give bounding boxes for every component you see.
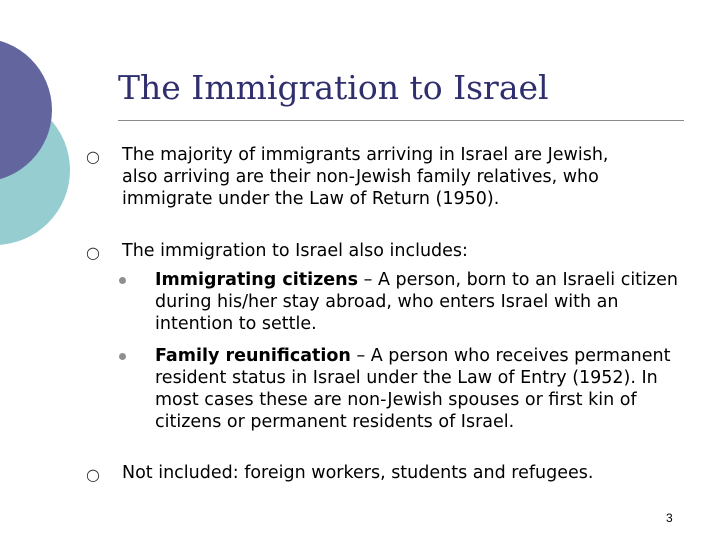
dot-bullet-icon xyxy=(119,353,126,360)
bullet-text: Not included: foreign workers, students and refugees. xyxy=(122,463,594,483)
bullet-text: The immigration to Israel also includes: xyxy=(122,241,468,261)
circle-bullet-icon: ○ xyxy=(86,465,100,484)
bullet-item xyxy=(86,240,642,262)
circle-bullet-icon: ○ xyxy=(86,243,100,262)
bullet-item xyxy=(86,462,682,484)
sub-bullet-text: – A person, born to an Israeli citizen during his/her stay abroad, who enters Israel with an intention to settle. xyxy=(155,270,678,334)
bullet-item xyxy=(86,144,642,210)
sub-bullet-text: – A person who receives permanent resident status in Israel under the Law of Entry (1952). In most cases these are non-Jewish spouses or first kin of citizens or permanent residents of Israel. xyxy=(155,346,671,432)
circle-bullet-icon: ○ xyxy=(86,147,100,166)
sub-bullet-item xyxy=(155,269,695,335)
bullet-text: The majority of immigrants arriving in Israel are Jewish, also arriving are their non-Jewish family relatives, who immigrate under the Law of Return (1950). xyxy=(122,145,609,209)
page-number: 3 xyxy=(666,511,673,525)
page-title: The Immigration to Israel xyxy=(118,68,549,107)
sub-bullet-term: Immigrating citizens xyxy=(155,270,359,290)
sub-bullet-item xyxy=(155,345,695,433)
dot-bullet-icon xyxy=(119,277,126,284)
sub-bullet-term: Family reunification xyxy=(155,346,351,366)
